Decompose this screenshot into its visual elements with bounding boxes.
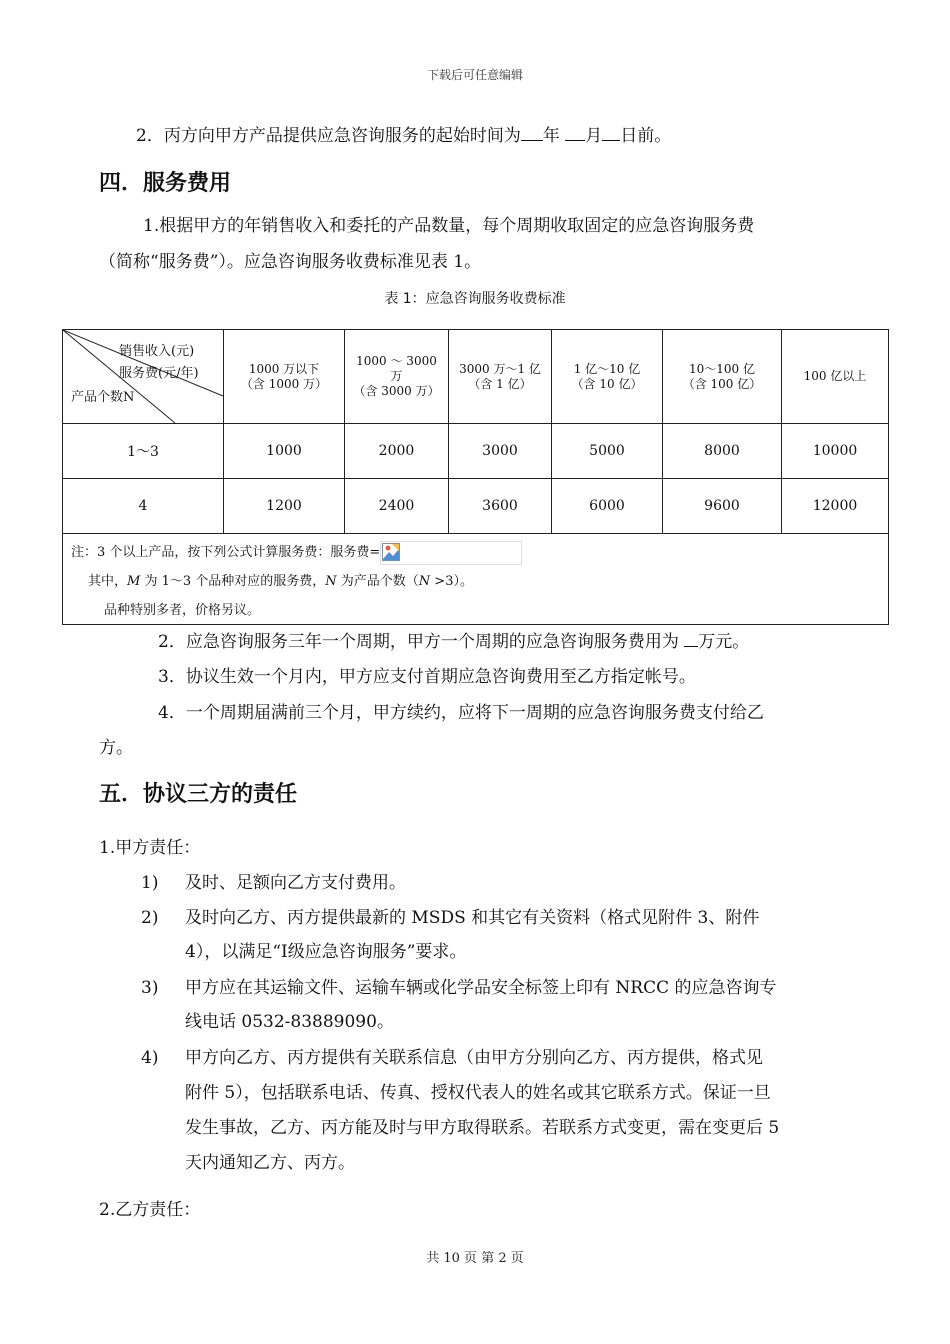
column-header: 1000 ～ 3000 万 （含 3000 万） — [345, 330, 449, 424]
section-5-title: 五．协议三方的责任 — [99, 782, 298, 807]
list-item-number: 4) — [141, 1048, 159, 1068]
fee-table — [62, 329, 889, 625]
start-time-prefix: 2．丙方向甲方产品提供应急咨询服务的起始时间为 — [136, 126, 521, 146]
column-header: 3000 万～1 亿 （含 1 亿） — [449, 330, 552, 424]
table-cell: 2000 — [345, 424, 449, 479]
list-item-text: 及时、足额向乙方支付费用。 — [185, 873, 406, 893]
day-blank[interactable] — [602, 122, 620, 141]
list-item-number: 3) — [141, 978, 159, 998]
table-cell: 6000 — [552, 479, 663, 534]
list-item-text: 附件 5），包括联系电话、传真、授权代表人的姓名或其它联系方式。保证一旦 — [185, 1083, 771, 1103]
fee-amount-blank[interactable] — [684, 628, 698, 647]
page-header: 下载后可任意编辑 — [426, 68, 523, 82]
table-cell: 5000 — [552, 424, 663, 479]
list-item-text: 线电话 0532-83889090。 — [185, 1012, 394, 1032]
list-item-number: 1) — [141, 873, 159, 893]
table-note-row — [63, 534, 889, 625]
table-header-row — [63, 330, 889, 424]
table-cell: 10000 — [782, 424, 889, 479]
list-item-text: 4），以满足“Ⅰ级应急咨询服务”要求。 — [185, 942, 467, 962]
table-row — [63, 424, 889, 479]
column-header: 100 亿以上 — [782, 330, 889, 424]
row-label: 1～3 — [63, 424, 224, 479]
payment-paragraph: 3．协议生效一个月内，甲方应支付首期应急咨询费用至乙方指定帐号。 — [158, 667, 696, 687]
renewal-paragraph-line-2: 方。 — [99, 738, 133, 758]
table-cell: 1200 — [224, 479, 345, 534]
corner-cell — [63, 330, 224, 424]
corner-label-fee: 服务费(元/年) — [119, 366, 199, 381]
table-caption: 表 1：应急咨询服务收费标准 — [384, 291, 566, 307]
party-b-heading: 2.乙方责任： — [99, 1200, 201, 1220]
row-label: 4 — [63, 479, 224, 534]
fee-paragraph-line-1: 1.根据甲方的年销售收入和委托的产品数量，每个周期收取固定的应急咨询服务费 — [143, 216, 755, 236]
table-cell: 12000 — [782, 479, 889, 534]
corner-label-revenue: 销售收入(元) — [119, 344, 195, 359]
table-cell: 3600 — [449, 479, 552, 534]
table-row — [63, 479, 889, 534]
broken-image-icon — [382, 543, 400, 561]
formula-image — [380, 541, 522, 565]
list-item-number: 2) — [141, 908, 159, 928]
table-note — [63, 534, 889, 625]
section-4-title: 四．服务费用 — [99, 171, 232, 196]
start-time-paragraph — [136, 119, 671, 153]
year-blank[interactable] — [521, 122, 543, 141]
fee-period-paragraph: 2．应急咨询服务三年一个周期，甲方一个周期的应急咨询服务费用为 万元。 — [158, 625, 749, 659]
month-blank[interactable] — [565, 122, 585, 141]
year-label: 年 — [542, 126, 560, 146]
note-line-1: 注：3 个以上产品，按下列公式计算服务费：服务费= — [71, 538, 880, 567]
list-item-text: 及时向乙方、丙方提供最新的 MSDS 和其它有关资料（格式见附件 3、附件 — [185, 908, 760, 928]
corner-label-count: 产品个数N — [71, 390, 135, 405]
table-cell: 8000 — [663, 424, 782, 479]
column-header: 1 亿～10 亿 （含 10 亿） — [552, 330, 663, 424]
note-line-3: 品种特别多者，价格另议。 — [104, 603, 261, 618]
renewal-paragraph-line-1: 4．一个周期届满前三个月，甲方续约，应将下一周期的应急咨询服务费支付给乙 — [158, 703, 764, 723]
list-item-text: 天内通知乙方、丙方。 — [185, 1153, 355, 1173]
day-suffix: 日前。 — [620, 126, 672, 146]
list-item-text: 发生事故，乙方、丙方能及时与甲方取得联系。若联系方式变更，需在变更后 5 — [185, 1118, 780, 1138]
list-item-text: 甲方应在其运输文件、运输车辆或化学品安全标签上印有 NRCC 的应急咨询专 — [185, 978, 777, 998]
page-footer: 共 10 页 第 2 页 — [426, 1251, 524, 1266]
party-a-heading: 1.甲方责任： — [99, 838, 201, 858]
table-cell: 9600 — [663, 479, 782, 534]
month-label: 月 — [585, 126, 603, 146]
table-cell: 1000 — [224, 424, 345, 479]
fee-paragraph-line-2: （简称“服务费”）。应急咨询服务收费标准见表 1。 — [99, 252, 482, 272]
column-header: 1000 万以下 （含 1000 万） — [224, 330, 345, 424]
table-cell: 3000 — [449, 424, 552, 479]
table-cell: 2400 — [345, 479, 449, 534]
note-line-2: 其中，M 为 1～3 个品种对应的服务费，N 为产品个数（N >3）。 — [88, 574, 473, 589]
list-item-text: 甲方向乙方、丙方提供有关联系信息（由甲方分别向乙方、丙方提供，格式见 — [185, 1048, 763, 1068]
column-header: 10～100 亿 （含 100 亿） — [663, 330, 782, 424]
